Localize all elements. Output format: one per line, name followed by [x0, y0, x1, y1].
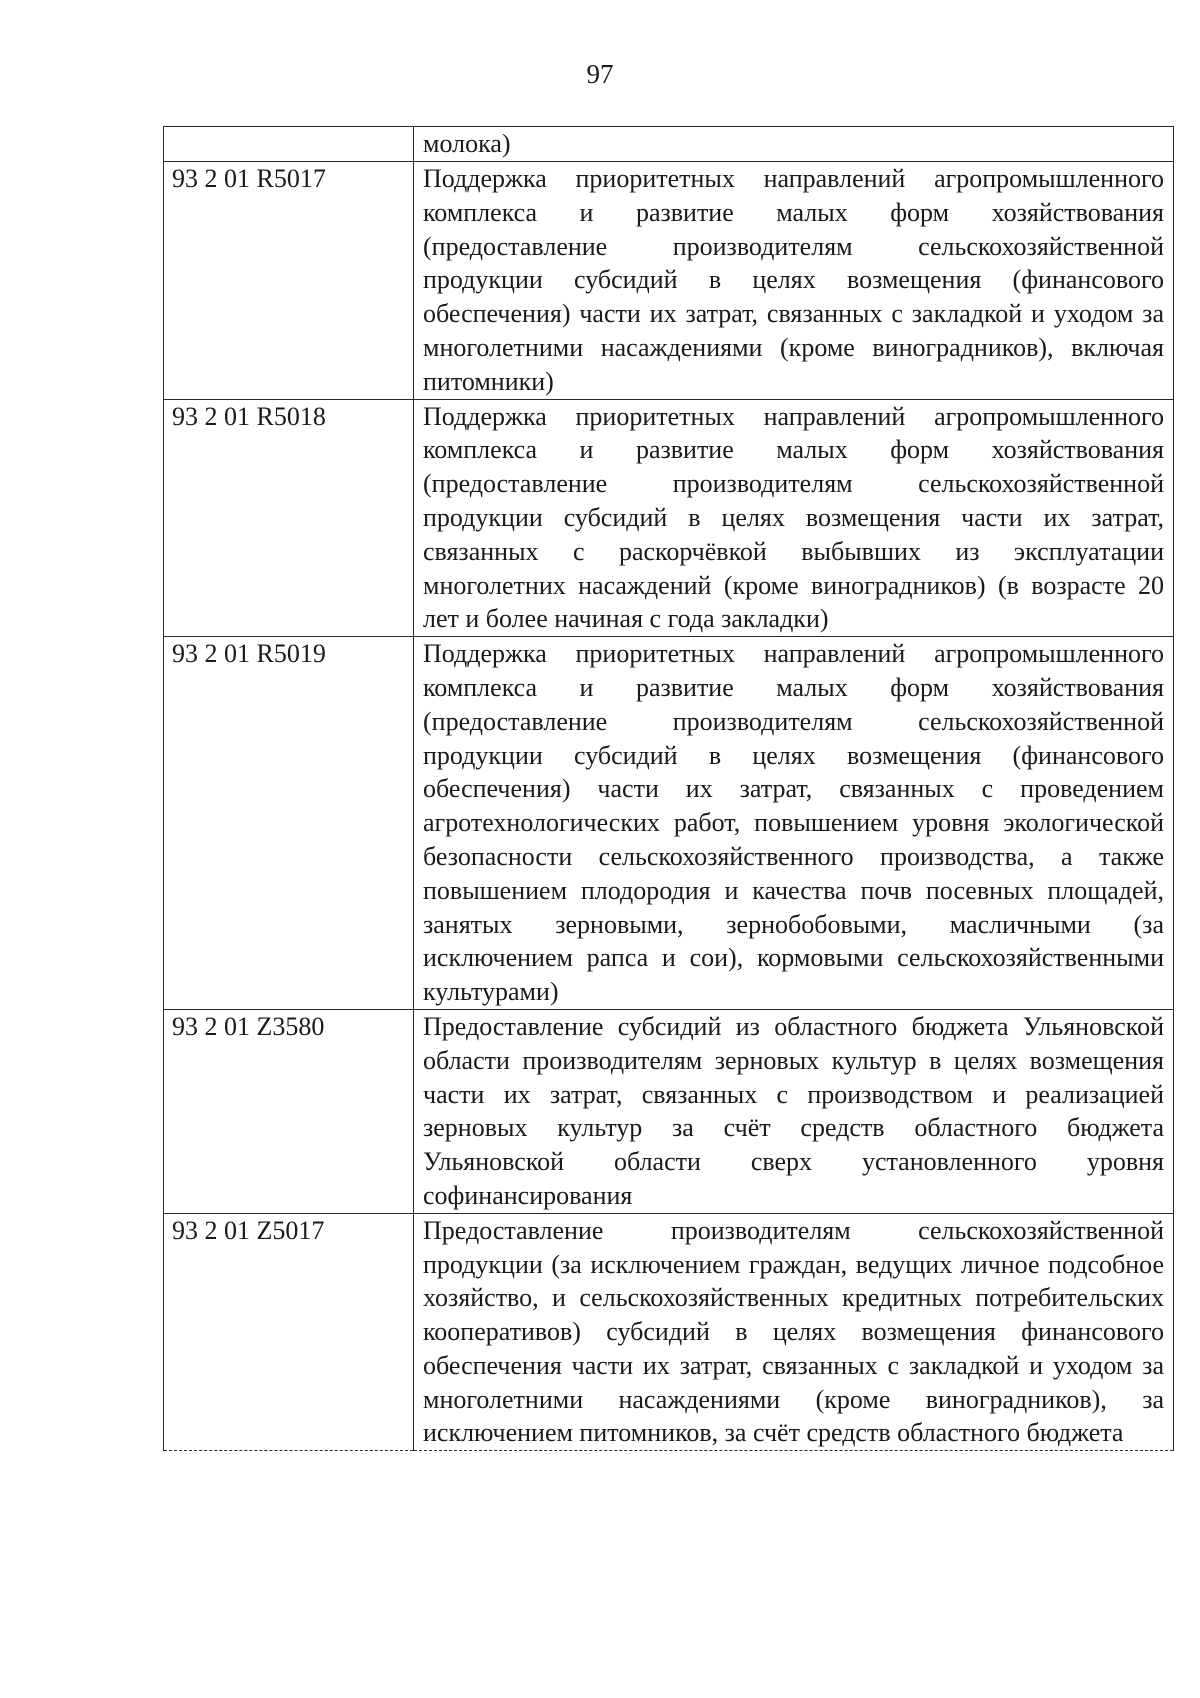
- code-cell: 93 2 01 Z3580: [164, 1009, 414, 1213]
- code-cell: 93 2 01 R5017: [164, 162, 414, 400]
- code-cell: 93 2 01 Z5017: [164, 1213, 414, 1451]
- budget-code-table: [163, 126, 1174, 1451]
- description-cell: Предоставление субсидий из областного бюджета Ульяновской области производителям зерновых культур в целях возмещения части их затрат, связанных с производством и реализацией зерновых культур за счёт средств областного бюджета Ульяновской области сверх установленного уровня софинансирования: [414, 1009, 1174, 1213]
- table-row: [164, 1213, 1174, 1451]
- description-cell: молока): [414, 127, 1174, 162]
- code-cell: 93 2 01 R5019: [164, 637, 414, 1010]
- description-cell: Поддержка приоритетных направлений агропромышленного комплекса и развитие малых форм хозяйствования (предоставление производителям сельскохозяйственной продукции субсидий в целях возмещения части их затрат, связанных с раскорчёвкой выбывших из эксплуатации многолетних насаждений (кроме виноградников) (в возрасте 20 лет и более начиная с года закладки): [414, 399, 1174, 637]
- table-row: [164, 162, 1174, 400]
- page-number: 97: [586, 59, 614, 89]
- code-cell: 93 2 01 R5018: [164, 399, 414, 637]
- table-row: [164, 1009, 1174, 1213]
- code-cell: [164, 127, 414, 162]
- table-row: [164, 637, 1174, 1010]
- table-row: [164, 127, 1174, 162]
- description-cell: Предоставление производителям сельскохозяйственной продукции (за исключением граждан, ведущих личное подсобное хозяйство, и сельскохозяйственных кредитных потребительских кооперативов) субсидий в целях возмещения финансового обеспечения части их затрат, связанных с закладкой и уходом за многолетними насаждениями (кроме виноградников), за исключением питомников, за счёт средств областного бюджета: [414, 1213, 1174, 1451]
- description-cell: Поддержка приоритетных направлений агропромышленного комплекса и развитие малых форм хозяйствования (предоставление производителям сельскохозяйственной продукции субсидий в целях возмещения (финансового обеспечения) части их затрат, связанных с закладкой и уходом за многолетними насаждениями (кроме виноградников), включая питомники): [414, 162, 1174, 400]
- table-row: [164, 399, 1174, 637]
- description-cell: Поддержка приоритетных направлений агропромышленного комплекса и развитие малых форм хозяйствования (предоставление производителям сельскохозяйственной продукции субсидий в целях возмещения (финансового обеспечения) части их затрат, связанных с проведением агротехнологических работ, повышением уровня экологической безопасности сельскохозяйственного производства, а также повышением плодородия и качества почв посевных площадей, занятых зерновыми, зернобобовыми, масличными (за исключением рапса и сои), кормовыми сельскохозяйственными культурами): [414, 637, 1174, 1010]
